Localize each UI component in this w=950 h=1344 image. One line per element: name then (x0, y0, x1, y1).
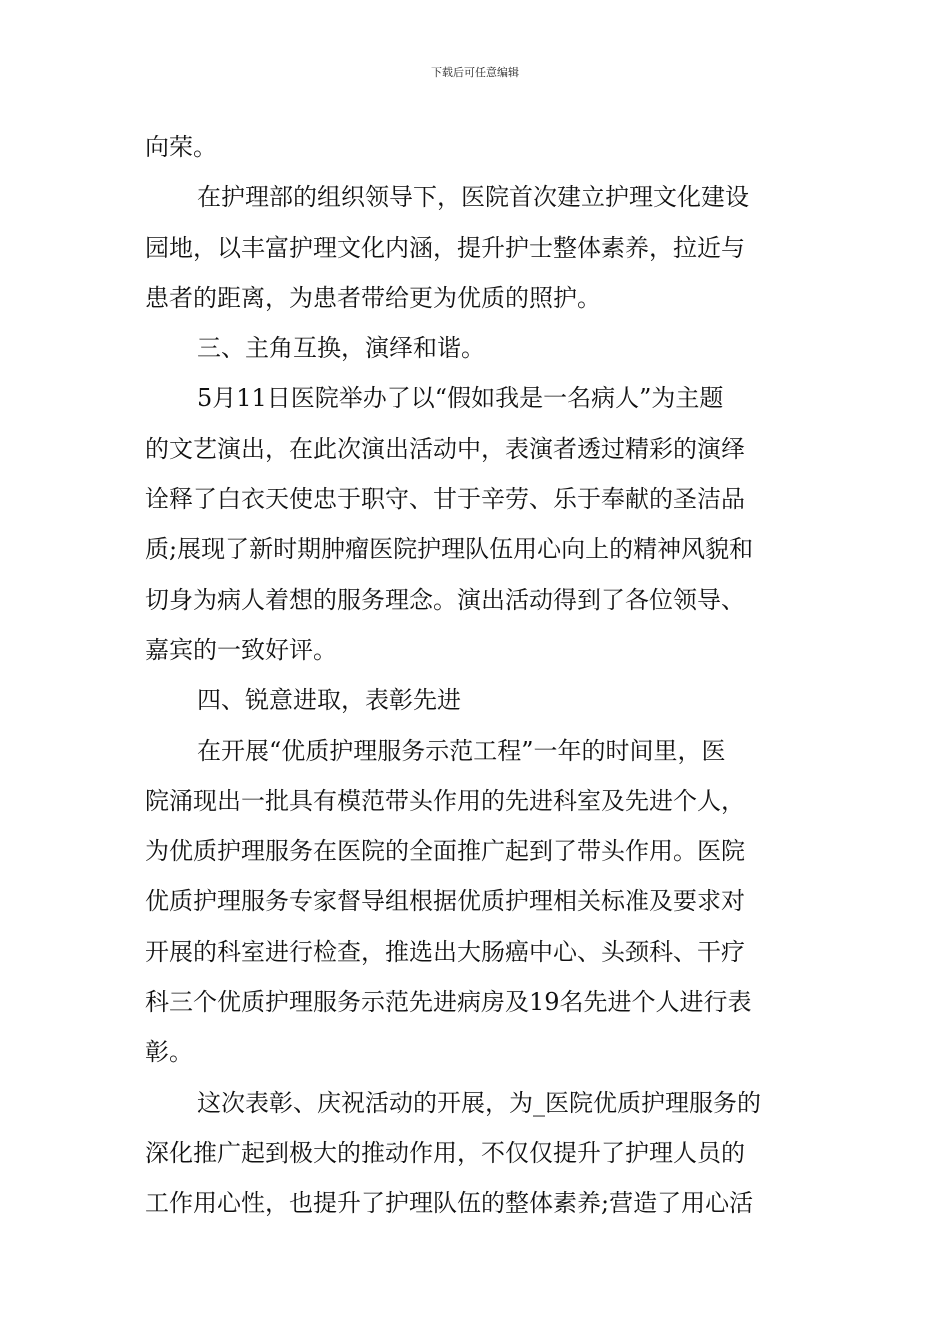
text-line: 患者的距离，为患者带给更为优质的照护。 (145, 283, 601, 312)
text-line: 5月11日医院举办了以“假如我是一名病人”为主题 (197, 384, 724, 413)
text-line: 在护理部的组织领导下，医院首次建立护理文化建设 (197, 183, 749, 212)
text-line: 向荣。 (145, 133, 217, 161)
section-heading: 三、主角互换，演绎和谐。 (197, 334, 485, 363)
text-line: 嘉宾的一致好评。 (145, 635, 337, 664)
text-line: 深化推广起到极大的推动作用，不仅仅提升了护理人员的 (145, 1138, 745, 1167)
text-line: 院涌现出一批具有模范带头作用的先进科室及先进个人， (145, 786, 745, 815)
text-line: 质;展现了新时期肿瘤医院护理队伍用心向上的精神风貌和 (145, 535, 754, 564)
text-line: 彰。 (145, 1038, 193, 1067)
text-line: 的文艺演出，在此次演出活动中，表演者透过精彩的演绎 (145, 434, 745, 463)
text-line: 切身为病人着想的服务理念。演出活动得到了各位领导、 (145, 585, 745, 614)
text-line: 开展的科室进行检查，推选出大肠癌中心、头颈科、干疗 (145, 937, 745, 966)
section-heading: 四、锐意进取，表彰先进 (197, 686, 461, 715)
text-line: 科三个优质护理服务示范先进病房及19名先进个人进行表 (145, 988, 752, 1017)
text-line: 园地，以丰富护理文化内涵，提升护士整体素养，拉近与 (145, 233, 745, 262)
body-text (145, 122, 805, 1229)
page-header: 下载后可任意编辑 (431, 66, 519, 79)
text-line: 这次表彰、庆祝活动的开展，为_医院优质护理服务的 (197, 1088, 761, 1117)
text-line: 工作用心性，也提升了护理队伍的整体素养;营造了用心活 (145, 1189, 754, 1218)
text-line: 诠释了白衣天使忠于职守、甘于辛劳、乐于奉献的圣洁品 (145, 485, 745, 514)
text-line: 优质护理服务专家督导组根据优质护理相关标准及要求对 (145, 887, 745, 916)
text-line: 为优质护理服务在医院的全面推广起到了带头作用。医院 (145, 837, 745, 866)
text-line: 在开展“优质护理服务示范工程”一年的时间里，医 (197, 736, 726, 765)
